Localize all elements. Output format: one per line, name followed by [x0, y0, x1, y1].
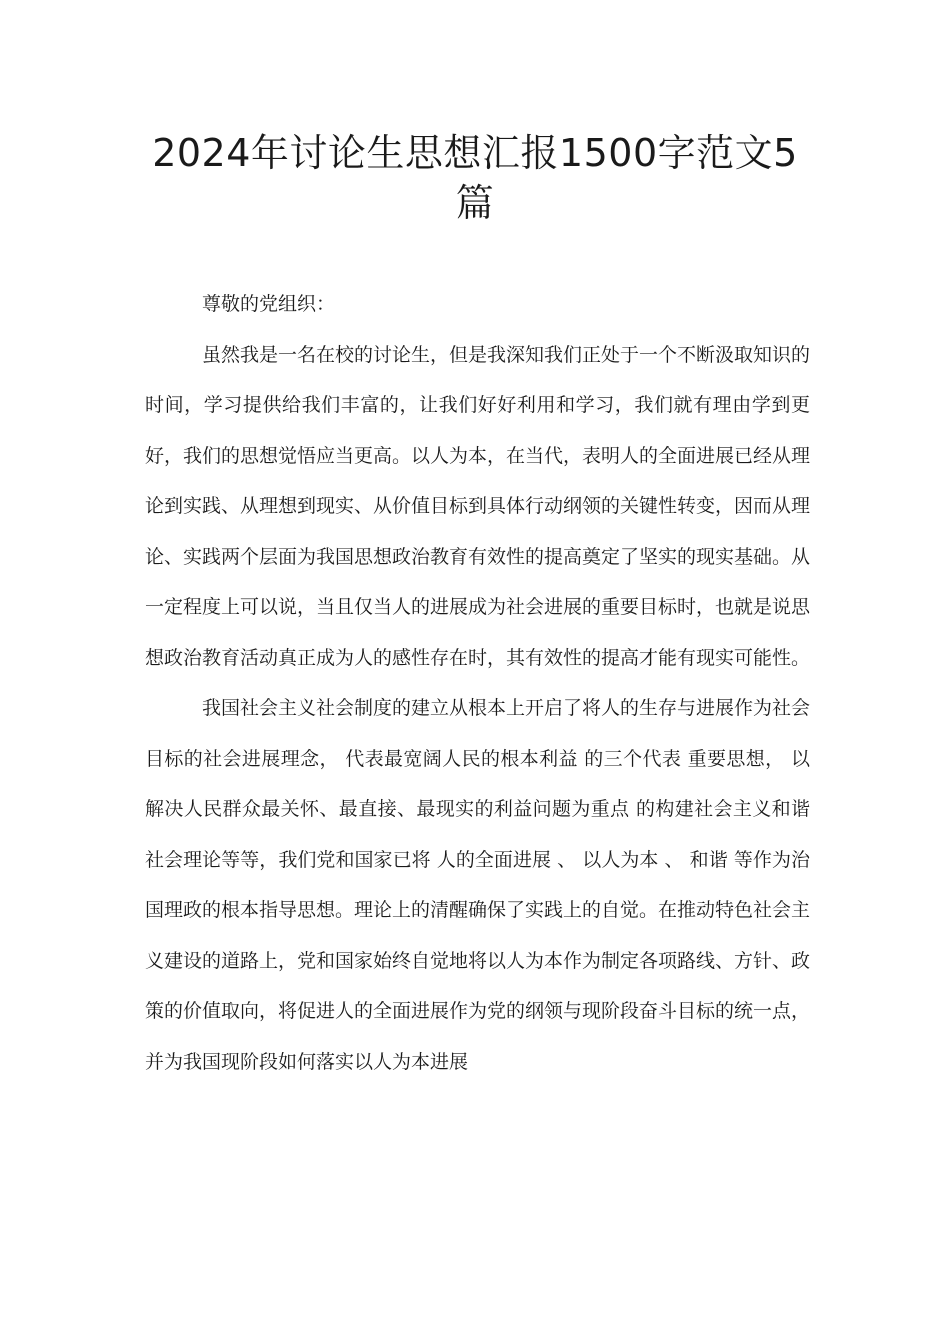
paragraph-2: 我国社会主义社会制度的建立从根本上开启了将人的生存与进展作为社会目标的社会进展理念， 代表最宽阔人民的根本利益 的三个代表 重要思想， 以解决人民群众最关怀、最直接、最现实的利益问题为重点 的构建社会主义和谐社会理论等等，我们党和国家已将 人的全面进展 、 以人为本 、 和谐 等作为治国理政的根本指导思想。理论上的清醒确保了实践上的自觉。在推动特色社会主义建设的道路上，党和国家始终自觉地将以人为本作为制定各项路线、方针、政策的价值取向，将促进人的全面进展作为党的纲领与现阶段奋斗目标的统一点，并为我国现阶段如何落实以人为本进展	[145, 697, 811, 1073]
document-body	[145, 279, 810, 1087]
title-line-2: 篇	[455, 181, 495, 225]
paragraph-1: 虽然我是一名在校的讨论生，但是我深知我们正处于一个不断汲取知识的时间，学习提供给我们丰富的，让我们好好利用和学习，我们就有理由学到更好，我们的思想觉悟应当更高。以人为本，在当代，表明人的全面进展已经从理论到实践、从理想到现实、从价值目标到具体行动纲领的关键性转变，因而从理论、实践两个层面为我国思想政治教育有效性的提高奠定了坚实的现实基础。从一定程度上可以说，当且仅当人的进展成为社会进展的重要目标时，也就是说思想政治教育活动真正成为人的感性存在时，其有效性的提高才能有现实可能性。	[145, 343, 811, 669]
salutation: 尊敬的党组织：	[202, 293, 336, 315]
document-title	[120, 128, 830, 228]
title-line-1: 2024年讨论生思想汇报1500字范文5	[152, 131, 798, 175]
